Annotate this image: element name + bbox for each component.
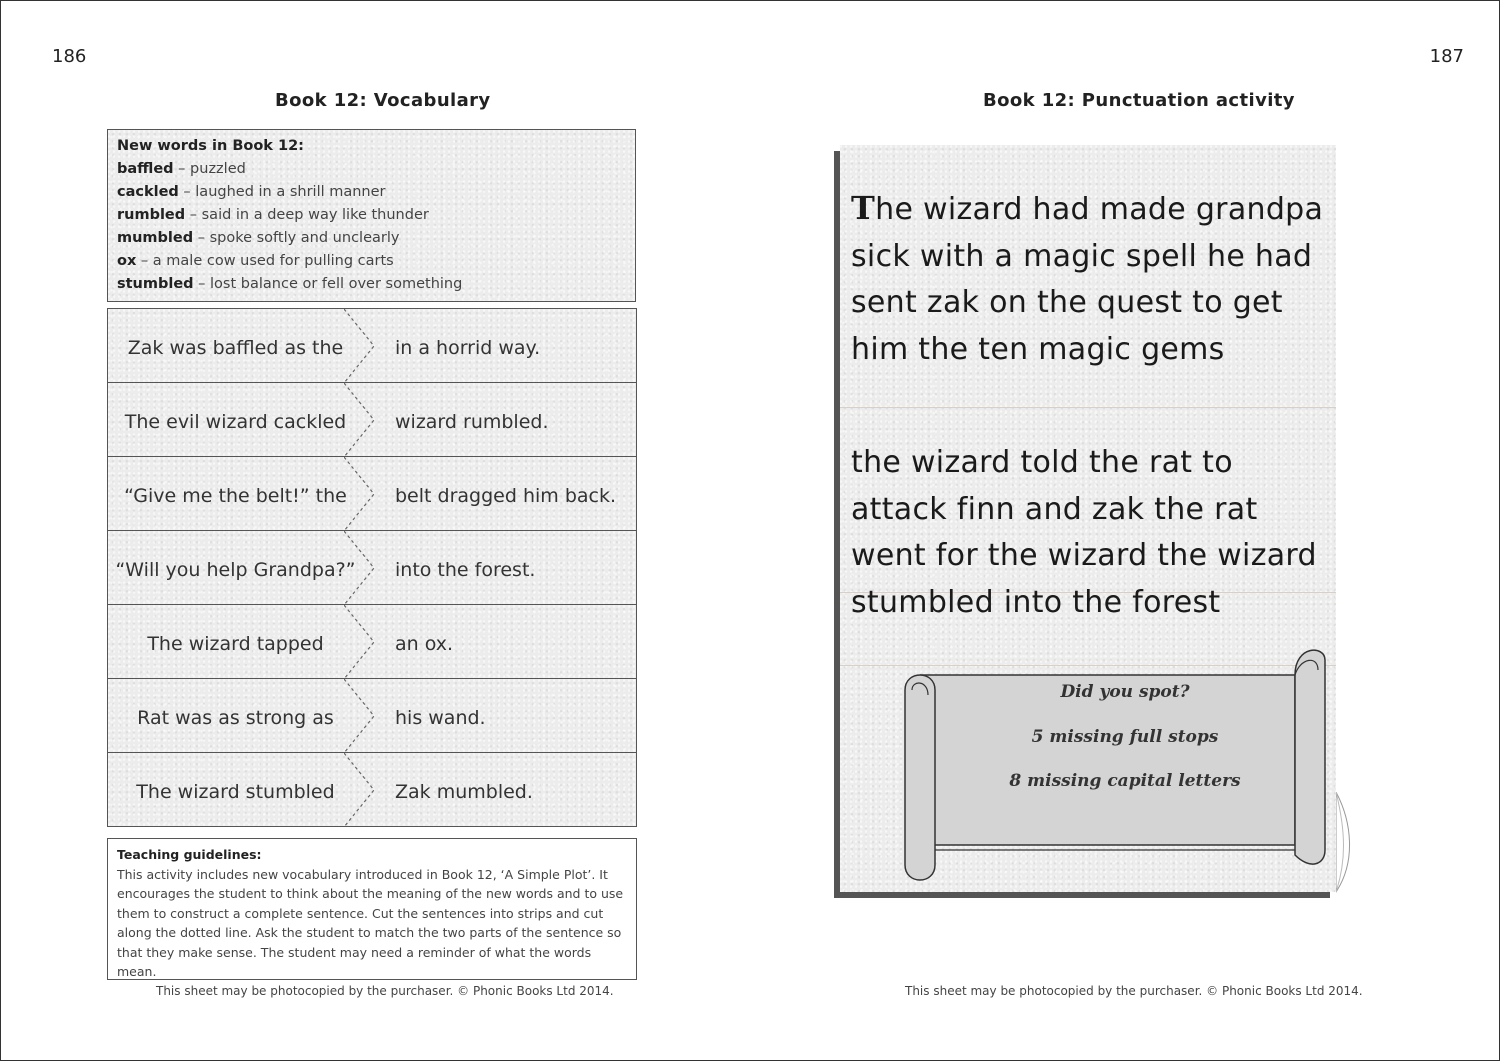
strip-right-text: his wand.: [395, 707, 486, 729]
vocab-item: [117, 250, 626, 273]
vocab-term: stumbled: [117, 276, 194, 292]
decorative-capital: T: [851, 189, 876, 227]
sentence-strips: [107, 308, 637, 827]
strip-right-text: belt dragged him back.: [395, 485, 617, 507]
vocab-term: rumbled: [117, 207, 186, 223]
strip-left-text: The evil wizard cackled: [124, 411, 347, 433]
vocab-definition: – laughed in a shrill manner: [178, 184, 386, 200]
paragraph-1-text: he wizard had made grandpa sick with a magic spell he had sent zak on the quest to get him the ten magic gems: [851, 192, 1324, 367]
vocab-definition: – puzzled: [173, 161, 246, 177]
sentence-strip: [107, 679, 637, 753]
scroll-banner: [900, 640, 1330, 890]
sentence-strip: [107, 309, 637, 383]
vocab-definition: – said in a deep way like thunder: [185, 207, 429, 223]
scroll-answer-capitals: 8 missing capital letters: [1009, 771, 1241, 791]
page-number-right: 187: [1429, 46, 1464, 67]
sentence-strip: [107, 383, 637, 457]
strip-right-text: into the forest.: [395, 559, 536, 581]
scroll-answer-full-stops: 5 missing full stops: [1031, 727, 1219, 747]
vocab-definition: – lost balance or fell over something: [193, 276, 463, 292]
vocab-term: ox: [117, 253, 137, 269]
sentence-strip: [107, 531, 637, 605]
new-words-box: [107, 129, 636, 302]
passage-paragraph-2: the wizard told the rat to attack finn and zak the rat went for the wizard the wizard stumbled into the forest: [851, 445, 1317, 620]
vocab-item: [117, 181, 626, 204]
strip-right-text: wizard rumbled.: [395, 411, 549, 433]
page-number-left: 186: [52, 46, 87, 67]
vocab-item: [117, 204, 626, 227]
sentence-strip: [107, 457, 637, 531]
vocab-term: baffled: [117, 161, 174, 177]
teaching-guidelines-box: [107, 838, 637, 980]
teaching-guidelines-title: Teaching guidelines:: [117, 847, 262, 862]
page-curl-icon: [1336, 792, 1358, 902]
sentence-strip: [107, 605, 637, 679]
strip-left-text: The wizard stumbled: [136, 781, 335, 803]
sentence-strip: [107, 753, 637, 827]
vocabulary-heading: Book 12: Vocabulary: [275, 90, 491, 111]
passage-paragraph-1: [851, 185, 1331, 373]
copyright-footer-left: This sheet may be photocopied by the purchaser. © Phonic Books Ltd 2014.: [156, 984, 614, 998]
copyright-footer-right: This sheet may be photocopied by the purchaser. © Phonic Books Ltd 2014.: [905, 984, 1363, 998]
vocab-item: [117, 227, 626, 250]
vocab-term: mumbled: [117, 230, 194, 246]
new-words-title: New words in Book 12:: [117, 138, 304, 154]
strip-left-text: “Will you help Grandpa?”: [115, 559, 356, 581]
vocab-definition: – a male cow used for pulling carts: [136, 253, 394, 269]
scroll-title: Did you spot?: [1060, 682, 1190, 702]
ruled-line: [840, 407, 1336, 408]
strip-left-text: Rat was as strong as: [137, 707, 334, 729]
teaching-guidelines-text: This activity includes new vocabulary introduced in Book 12, ‘A Simple Plot’. It encourages the student to think about the meaning of the new words and to use them to construct a complete sentence. Cut the sentences into strips and cut along the dotted line. Ask the student to match the two parts of the sentence so that they make sense. The student may need a reminder of what the words mean.: [117, 866, 624, 979]
strip-left-text: Zak was baffled as the: [127, 337, 344, 359]
vocab-term: cackled: [117, 184, 179, 200]
vocab-item: [117, 158, 626, 181]
strip-right-text: in a horrid way.: [395, 337, 541, 359]
strip-right-text: an ox.: [395, 633, 454, 655]
strip-left-text: “Give me the belt!” the: [124, 485, 347, 507]
strip-left-text: The wizard tapped: [147, 633, 324, 655]
punctuation-heading: Book 12: Punctuation activity: [983, 90, 1295, 111]
vocab-definition: – spoke softly and unclearly: [193, 230, 400, 246]
strip-right-text: Zak mumbled.: [395, 781, 533, 803]
vocab-item: [117, 273, 626, 296]
